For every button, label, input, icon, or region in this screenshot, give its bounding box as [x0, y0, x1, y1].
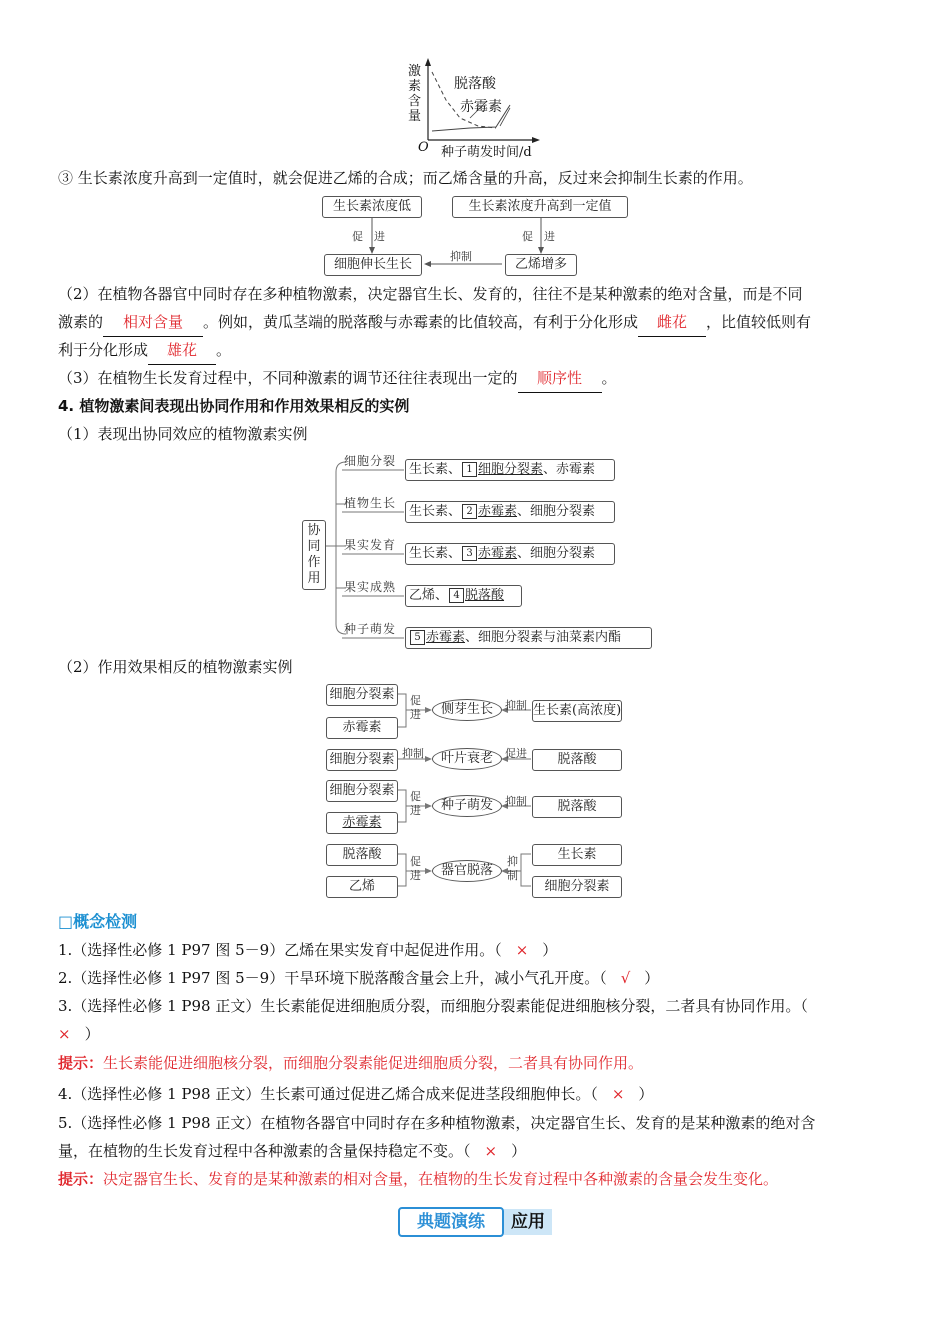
question-1-end: ） — [542, 941, 558, 959]
antag-g1-right-rel: 抑制 — [505, 699, 527, 712]
question-4-end: ） — [638, 1085, 654, 1103]
hint-5-label: 提示： — [58, 1170, 104, 1188]
synergy-pre: 生长素、 — [409, 546, 462, 561]
antag-g3-right-1: 脱落酸 — [532, 796, 622, 818]
box-low-auxin: 生长素浓度低 — [322, 196, 422, 218]
hint-5 — [58, 1165, 890, 1193]
hint-3-text: 生长素能促进细胞核分裂，而细胞分裂素能促进细胞质分裂，二者具有协同作用。 — [103, 1054, 644, 1072]
synergy-post: 、细胞分裂素 — [517, 504, 596, 519]
question-3-end: ） — [84, 1025, 100, 1043]
synergy-answer: 脱落酸 — [465, 588, 505, 603]
antag-g1-right-1: 生长素(高浓度) — [532, 700, 622, 722]
synergy-label-4: 果实成熟 — [344, 580, 397, 594]
antag-g1-left-rel: 促进 — [410, 694, 421, 721]
synergy-answer: 赤霉素 — [478, 546, 518, 561]
antag-g3-right-rel: 抑制 — [505, 795, 527, 808]
question-4-text: 4.（选择性必修 1 P98 正文）生长素可通过促进乙烯合成来促进茎段细胞伸长。（ — [58, 1085, 598, 1103]
synergy-pre: 生长素、 — [409, 504, 462, 519]
synergy-answer: 赤霉素 — [478, 504, 518, 519]
question-1-text: 1.（选择性必修 1 P97 图 5－9）乙烯在果实发育中起促进作用。（ — [58, 941, 502, 959]
para-3-text: 。 — [601, 369, 617, 387]
blank-number: 4 — [449, 588, 464, 603]
antag-g4-left-2: 乙烯 — [326, 876, 398, 898]
antag-g3-left-rel: 促进 — [410, 790, 421, 817]
hint-3 — [58, 1049, 890, 1077]
banner-right: 应用 — [504, 1209, 552, 1235]
box-cell-elongation: 细胞伸长生长 — [324, 254, 422, 276]
synergy-pre: 生长素、 — [409, 462, 462, 477]
question-2-text: 2.（选择性必修 1 P97 图 5－9）干旱环境下脱落酸含量会上升，减小气孔开度。（ — [58, 969, 607, 987]
antag-g3-left-1: 细胞分裂素 — [326, 780, 398, 802]
hint-3-label: 提示： — [58, 1054, 104, 1072]
label-promote-left: 促 进 — [352, 230, 385, 243]
graph-series-abscisic: 脱落酸 — [454, 76, 496, 92]
antag-g2-left-1: 细胞分裂素 — [326, 749, 398, 771]
synergy-pre: 乙烯、 — [409, 588, 449, 603]
antag-g4-right-1: 生长素 — [532, 844, 622, 866]
box-ethylene-increase: 乙烯增多 — [505, 254, 577, 276]
antag-g3-left-2-text: 赤霉素 — [342, 815, 382, 830]
graph-x-label: 种子萌发时间/d — [441, 145, 532, 160]
subsection-2: （2）作用效果相反的植物激素实例 — [58, 658, 293, 676]
hint-5-text: 决定器官生长、发育的是某种激素的相对含量，在植物的生长发育过程中各种激素的含量会发生变化。 — [103, 1170, 779, 1188]
question-3: 3.（选择性必修 1 P98 正文）生长素能促进细胞质分裂，而细胞分裂素能促进细胞核分裂，二者具有协同作用。（ — [58, 997, 808, 1015]
blank-number: 1 — [462, 462, 477, 477]
synergy-root: 协同作用 — [302, 520, 326, 590]
antag-g1-center: 侧芽生长 — [432, 699, 502, 721]
graph-origin: O — [418, 140, 429, 155]
para-2-text: 激素的 — [58, 313, 104, 331]
practice-banner — [398, 1207, 554, 1237]
para-2-text: 利于分化形成 — [58, 341, 149, 359]
antag-g2-center: 叶片衰老 — [432, 748, 502, 770]
answer-female-flower: 雌花 — [638, 308, 706, 337]
antag-g3-left-2 — [326, 812, 398, 834]
synergy-label-2: 植物生长 — [344, 496, 397, 510]
question-1-mark: × — [515, 941, 529, 959]
para-2-text: 。 — [216, 341, 232, 359]
graph-series-gibberellin: 赤霉素 — [460, 99, 502, 115]
blank-number: 5 — [410, 630, 425, 645]
antag-g4-left-rel: 促进 — [410, 855, 421, 882]
synergy-label-3: 果实发育 — [344, 538, 397, 552]
label-promote-right: 促 进 — [522, 230, 555, 243]
question-5-line-1: 5.（选择性必修 1 P98 正文）在植物各器官中同时存在多种植物激素，决定器官生长、发育的是某种激素的绝对含 — [58, 1114, 816, 1132]
antag-g2-right-rel: 促进 — [505, 747, 527, 760]
banner-left: 典题演练 — [398, 1207, 504, 1237]
synergy-answer: 赤霉素 — [426, 630, 466, 645]
question-5-end: ） — [511, 1142, 527, 1160]
para-3: ③ 生长素浓度升高到一定值时，就会促进乙烯的合成；而乙烯含量的升高，反过来会抑制生长素的作用。 — [58, 169, 753, 187]
antag-g4-right-2: 细胞分裂素 — [532, 876, 622, 898]
section-4-heading: 4. 植物激素间表现出协同作用和作用效果相反的实例 — [58, 397, 410, 415]
antag-g4-left-1: 脱落酸 — [326, 844, 398, 866]
antag-g3-center: 种子萌发 — [432, 795, 502, 817]
synergy-answer: 细胞分裂素 — [478, 462, 544, 477]
question-3-answer — [58, 1020, 890, 1048]
answer-male-flower: 雄花 — [148, 336, 216, 365]
question-2-end: ） — [644, 969, 660, 987]
answer-sequence: 顺序性 — [518, 364, 602, 393]
antag-g4-right-rel: 抑制 — [507, 855, 518, 882]
blank-number: 2 — [462, 504, 477, 519]
antag-g2-left-rel: 抑制 — [402, 747, 424, 760]
question-5-line-2 — [58, 1137, 890, 1165]
question-3-mark: × — [58, 1025, 71, 1043]
question-1 — [58, 936, 890, 964]
para-2-text: ，比值较低则有 — [706, 313, 812, 331]
para-2-text: 。例如，黄瓜茎端的脱落酸与赤霉素的比值较高，有利于分化形成 — [203, 313, 639, 331]
synergy-label-5: 种子萌发 — [344, 622, 397, 636]
question-5-mark: × — [484, 1142, 498, 1160]
question-4-mark: × — [611, 1085, 625, 1103]
synergy-post: 、细胞分裂素与油菜素内酯 — [465, 630, 622, 645]
synergy-post: 、赤霉素 — [543, 462, 596, 477]
label-inhibit: 抑制 — [450, 250, 472, 263]
graph-y-label: 激素含量 — [408, 64, 422, 124]
para-2-line-1: （2）在植物各器官中同时存在多种植物激素，决定器官生长、发育的，往往不是某种激素的绝对含量，而是不同 — [58, 285, 803, 303]
blank-number: 3 — [462, 546, 477, 561]
antag-g2-right-1: 脱落酸 — [532, 749, 622, 771]
box-auxin-rise: 生长素浓度升高到一定值 — [452, 196, 628, 218]
antag-g4-center: 器官脱落 — [432, 860, 502, 882]
answer-relative-content: 相对含量 — [103, 308, 203, 337]
synergy-label-1: 细胞分裂 — [344, 454, 397, 468]
concept-check-heading: □概念检测 — [58, 912, 138, 931]
synergy-post: 、细胞分裂素 — [517, 546, 596, 561]
question-2 — [58, 964, 890, 992]
question-5-text: 量，在植物的生长发育过程中各种激素的含量保持稳定不变。（ — [58, 1142, 471, 1160]
subsection-1: （1）表现出协同效应的植物激素实例 — [58, 425, 308, 443]
question-4 — [58, 1080, 890, 1108]
antag-g1-left-2: 赤霉素 — [326, 717, 398, 739]
question-2-mark: √ — [620, 969, 631, 987]
para-3-text: （3）在植物生长发育过程中，不同种激素的调节还往往表现出一定的 — [58, 369, 518, 387]
antag-g1-left-1: 细胞分裂素 — [326, 684, 398, 706]
